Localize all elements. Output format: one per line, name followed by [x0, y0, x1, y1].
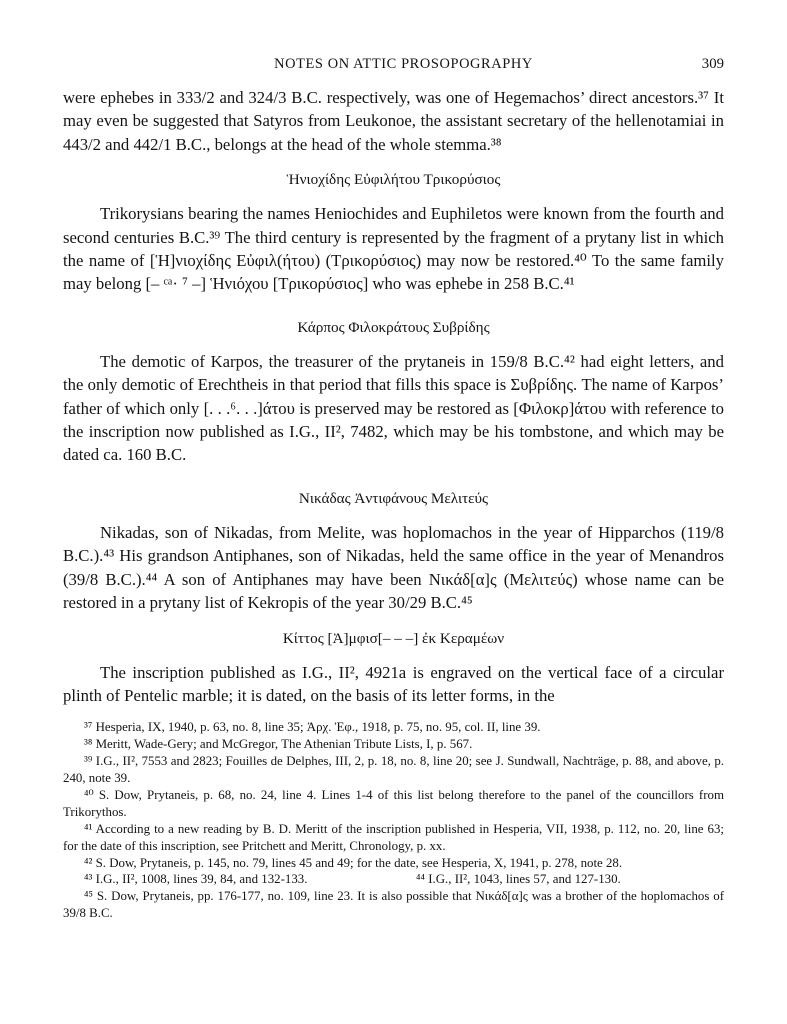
page-number: 309	[701, 56, 724, 72]
footnote-45: ⁴⁵ S. Dow, Prytaneis, pp. 176-177, no. 109, line 23. It is also possible that Νικάδ[α]ς was a brother of the hoplomachos of 39/8 B.C.	[63, 889, 724, 921]
footnote-row-43-44	[63, 871, 724, 888]
section-heading-nikadas: Νικάδας Ἀντιφάνους Μελιτεύς	[298, 489, 489, 507]
footnote-37: ³⁷ Hesperia, IX, 1940, p. 63, no. 8, line 35; Ἀρχ. Ἐφ., 1918, p. 75, no. 95, col. II, line 39.	[84, 720, 541, 735]
footnote-38: ³⁸ Meritt, Wade-Gery; and McGregor, The Athenian Tribute Lists, I, p. 567.	[84, 737, 473, 752]
paragraph-stemma: were ephebes in 333/2 and 324/3 B.C. respectively, was one of Hegemachos’ direct ancestors.³⁷ It may even be suggested that Satyros from Leukonoe, the assistant secretary of the hellenotamiai in 443/2 and 442/1 B.C., belongs at the head of the whole stemma.³⁸	[63, 88, 724, 154]
footnote-39: ³⁹ I.G., II², 7553 and 2823; Fouilles de Delphes, III, 2, p. 18, no. 8, line 20; see J. Sundwall, Nachträge, p. 88, and above, p. 240, note 39.	[63, 754, 724, 786]
paragraph-karpos: The demotic of Karpos, the treasurer of the prytaneis in 159/8 B.C.⁴² had eight letters, and the only demotic of Erechtheis in that period that fills this space is Συβρίδης. The name of Karpos’ father of which only [. . .⁶. . .]άτου is preserved may be restored as [Φιλοκρ]άτου with reference to the inscription now published as I.G., II², 7482, which may be his tombstone, and which may be dated ca. 160 B.C.	[63, 351, 724, 465]
footnotes	[63, 719, 724, 922]
paragraph-trikorysians: Trikorysians bearing the names Heniochides and Euphiletos were known from the fourth and second centuries B.C.³⁹ The third century is represented by the fragment of a prytany list in which the name of [Ἡ]νιοχίδης Εὐφιλ(ήτου) (Τρικορύσιος) may now be restored.⁴⁰ To the same family may belong [– ᶜᵃ· ⁷ –] Ἡνιόχου [Τρικορύσιος] who was ephebe in 258 B.C.⁴¹	[63, 204, 724, 294]
footnote-41: ⁴¹ According to a new reading by B. D. Meritt of the inscription published in Hesperia, VII, 1938, p. 112, no. 20, line 63; for the date of this inscription, see Pritchett and Meritt, Chronology, p. xx.	[63, 821, 724, 853]
section-heading-heniochides: Ἡνιοχίδης Εὐφιλήτου Τρικορύσιος	[286, 171, 501, 189]
section-heading-kittos: Κίττος [Ἀ]μφισ[– – –] ἐκ Κεραμέων	[282, 629, 505, 647]
footnote-44: ⁴⁴ I.G., II², 1043, lines 57, and 127-130.	[416, 872, 621, 887]
paragraph-inscription: The inscription published as I.G., II², 4921a is engraved on the vertical face of a circular plinth of Pentelic marble; it is dated, on the basis of its letter forms, in the	[63, 662, 724, 705]
footnote-42: ⁴² S. Dow, Prytaneis, p. 145, no. 79, lines 45 and 49; for the date, see Hesperia, X, 1941, p. 278, note 28.	[84, 855, 623, 870]
paragraph-nikadas: Nikadas, son of Nikadas, from Melite, was hoplomachos in the year of Hipparchos (119/8 B.C.).⁴³ His grandson Antiphanes, son of Nikadas, held the same office in the year of Menandros (39/8 B.C.).⁴⁴ A son of Antiphanes may have been Νικάδ[α]ς (Μελιτεύς) whose name can be restored in a prytany list of Kekropis of the year 30/29 B.C.⁴⁵	[63, 522, 724, 613]
running-title: NOTES ON ATTIC PROSOPOGRAPHY	[274, 56, 533, 72]
footnote-43: ⁴³ I.G., II², 1008, lines 39, 84, and 132-133.	[84, 872, 308, 887]
footnote-40: ⁴⁰ S. Dow, Prytaneis, p. 68, no. 24, line 4. Lines 1-4 of this list belong therefore to the panel of the councillors from Trikorythos.	[63, 787, 724, 819]
section-heading-karpos: Κάρπος Φιλοκράτους Συβρίδης	[297, 318, 490, 336]
running-header	[63, 56, 724, 80]
footnote-separator	[63, 707, 724, 719]
